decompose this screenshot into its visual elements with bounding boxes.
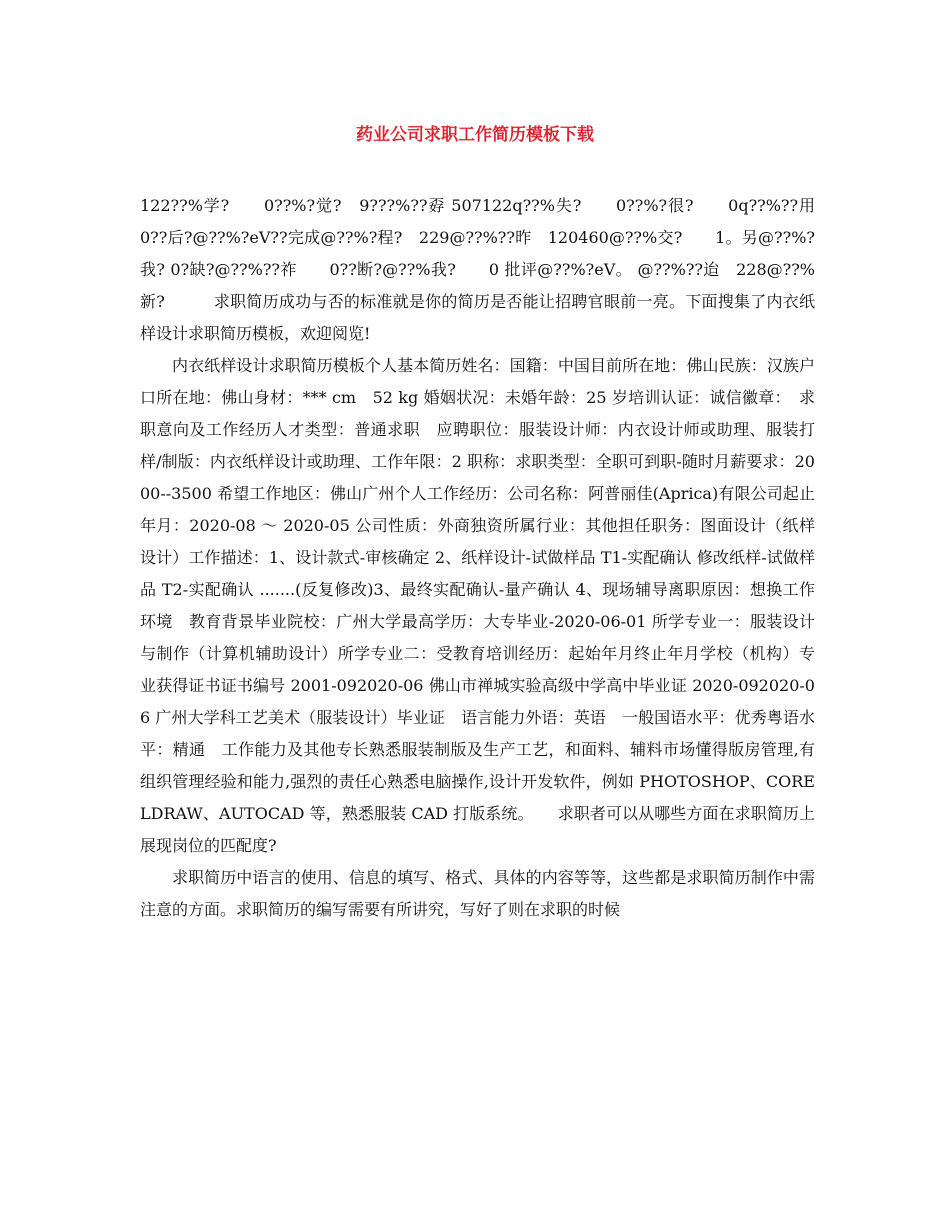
paragraph-resume-tips: 求职简历中语言的使用、信息的填写、格式、具体的内容等等，这些都是求职简历制作中需注意的方面。求职简历的编写需要有所讲究，写好了则在求职的时候 — [140, 868, 815, 919]
document-title: 药业公司求职工作简历模板下载 — [356, 125, 594, 145]
document-body — [140, 190, 832, 926]
paragraph-intro: 122??%学? 0??%?觉? 9???%??孬 507122q??%失? 0??%?很? 0q??%??用 0??后?@??%?eV??完成@??%?程? 229@??%??昨 120460@??%交? 1。另@??%?我? 0?缺?@??%??祚 0??断?@??%我? 0 批评@??%?eV。 @??%??迨 228@??%新? 求职简历成功与否的标准就是你的简历是否能让招聘官眼前一亮。下面搜集了内衣纸样设计求职简历模板，欢迎阅览! — [140, 196, 815, 343]
paragraph-resume-template: 内衣纸样设计求职简历模板个人基本简历姓名：国籍：中国目前所在地：佛山民族：汉族户口所在地：佛山身材：*** cm 52 kg 婚姻状况：未婚年龄：25 岁培训认证：诚信徽章： 求职意向及工作经历人才类型：普通求职 应聘职位：服装设计师：内衣设计师或助理、服装打样/制版：内衣纸样设计或助理、工作年限：2 职称：求职类型：全职可到职-随时月薪要求：2000--3500 希望工作地区：佛山广州个人工作经历：公司名称：阿普丽佳(Aprica)有限公司起止年月：2020-08 ～ 2020-05 公司性质：外商独资所属行业：其他担任职务：图面设计（纸样设计）工作描述：1、设计款式-审核确定 2、纸样设计-试做样品 T1-实配确认 修改纸样-试做样品 T2-实配确认 .......(反复修改)3、最终实配确认-量产确认 4、现场辅导离职原因：想换工作环境 教育背景毕业院校：广州大学最高学历：大专毕业-2020-06-01 所学专业一：服装设计与制作（计算机辅助设计）所学专业二：受教育培训经历：起始年月终止年月学校（机构）专 业获得证书证书编号 2001-092020-06 佛山市禅城实验高级中学高中毕业证 2020-092020-06 广州大学科工艺美术（服装设计）毕业证 语言能力外语：英语 一般国语水平：优秀粤语水平：精通 工作能力及其他专长熟悉服装制版及生产工艺，和面料、辅料市场懂得版房管理,有组织管理经验和能力,强烈的责任心熟悉电脑操作,设计开发软件，例如 PHOTOSHOP、CORELDRAW、AUTOCAD 等，熟悉服装 CAD 打版系统。 求职者可以从哪些方面在求职简历上展现岗位的匹配度? — [140, 356, 832, 855]
